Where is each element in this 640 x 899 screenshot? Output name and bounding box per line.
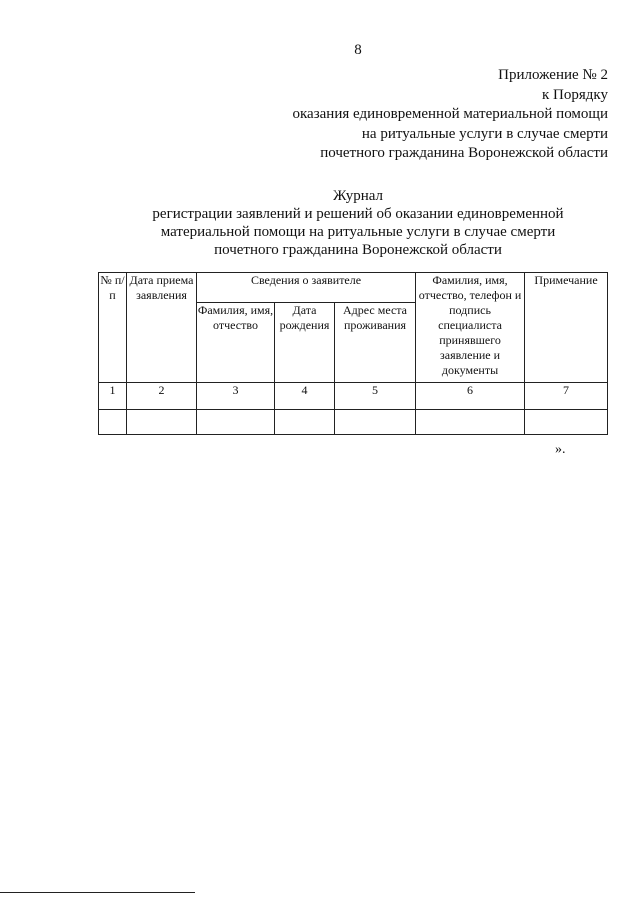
header-date-received: Дата приема заявления (127, 273, 197, 383)
page-number: 8 (354, 42, 362, 58)
journal-subtitle-line: материальной помощи на ритуальные услуги в случае смерти (160, 224, 556, 240)
appendix-block (292, 66, 608, 164)
column-number-row (99, 383, 608, 410)
journal-title-block (0, 187, 640, 259)
column-number: 1 (99, 383, 127, 410)
journal-subtitle-line: регистрации заявлений и решений об оказании единовременной (152, 206, 564, 222)
column-number: 3 (197, 383, 275, 410)
journal-subtitle-line: почетного гражданина Воронежской области (214, 242, 502, 258)
appendix-line: на ритуальные услуги в случае смерти (361, 125, 608, 142)
table-row (99, 410, 608, 435)
table-cell (99, 410, 127, 435)
table-cell (127, 410, 197, 435)
appendix-line: Приложение № 2 (498, 67, 608, 83)
register-table (98, 272, 608, 435)
column-number: 5 (335, 383, 416, 410)
table-cell (197, 410, 275, 435)
header-number: № п/п (99, 273, 127, 383)
appendix-line: к Порядку (542, 86, 608, 103)
journal-title: Журнал (332, 188, 383, 204)
closing-quote-mark: ». (555, 442, 566, 457)
table-cell (335, 410, 416, 435)
column-number: 2 (127, 383, 197, 410)
table-cell (416, 410, 525, 435)
column-number: 6 (416, 383, 525, 410)
header-address: Адрес места проживания (335, 303, 416, 383)
header-note: Примечание (525, 273, 608, 383)
header-applicant-info: Сведения о заявителе (197, 273, 416, 303)
appendix-line: почетного гражданина Воронежской области (320, 145, 608, 161)
table-cell (275, 410, 335, 435)
column-number: 4 (275, 383, 335, 410)
appendix-line: оказания единовременной материальной помощи (292, 106, 608, 122)
header-full-name: Фамилия, имя, отчество (197, 303, 275, 383)
table-cell (525, 410, 608, 435)
header-specialist: Фамилия, имя, отчество, телефон и подпись специалиста принявшего заявление и документы (416, 273, 525, 383)
footer-divider (0, 892, 195, 893)
header-birth-date: Дата рождения (275, 303, 335, 383)
column-number: 7 (525, 383, 608, 410)
